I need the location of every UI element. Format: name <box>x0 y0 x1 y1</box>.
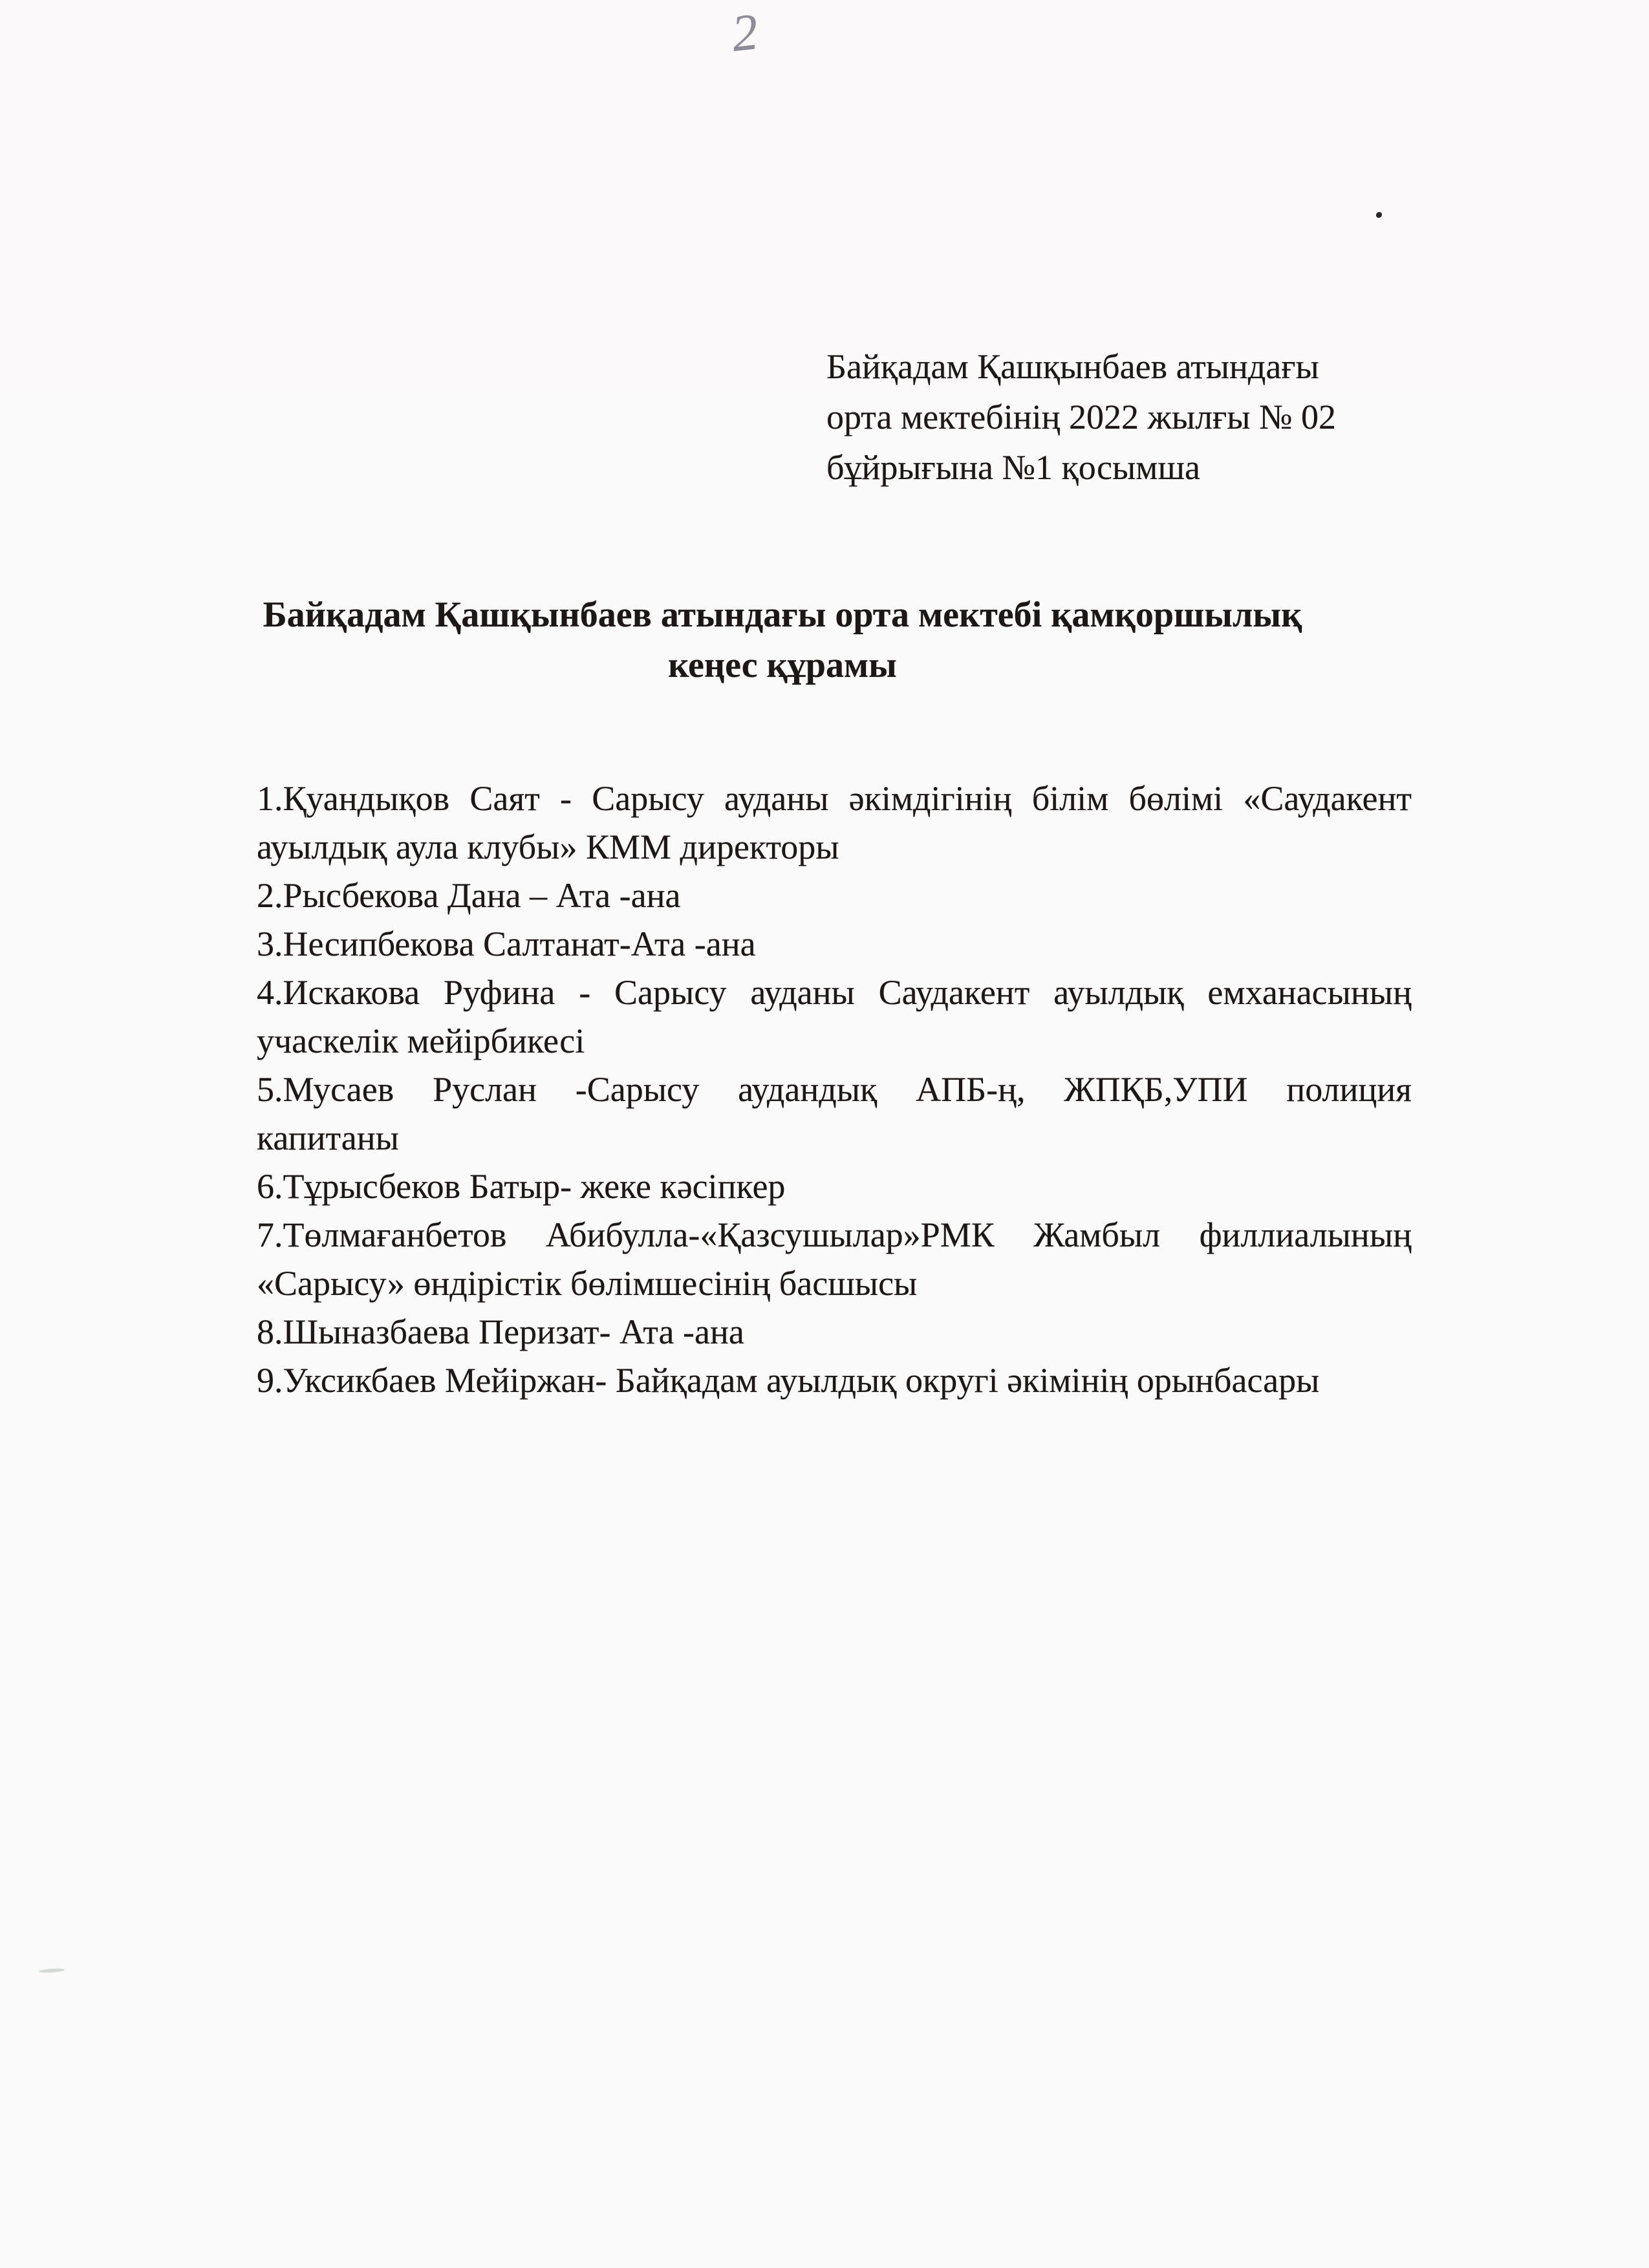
member-item <box>257 1211 1412 1308</box>
ink-speck <box>1376 212 1382 218</box>
member-line: капитаны <box>257 1118 399 1157</box>
member-line: 8.Шыназбаева Перизат- Ата -ана <box>257 1312 744 1351</box>
member-item <box>257 1356 1412 1405</box>
handwritten-page-number: 2 <box>729 3 761 63</box>
title-line: кеңес құрамы <box>668 645 897 685</box>
order-reference-header <box>826 341 1505 493</box>
header-line: орта мектебінің 2022 жылғы № 02 <box>826 398 1337 436</box>
member-item <box>257 920 1412 968</box>
member-line: «Сарысу» өндірістік бөлімшесінің басшысы <box>257 1264 918 1303</box>
member-line: учаскелік мейірбикесі <box>257 1022 585 1060</box>
member-item <box>257 1308 1412 1356</box>
member-item <box>257 1065 1412 1162</box>
member-line: 5.Мусаев Руслан -Сарысу аудандық АПБ-ң, ЖПҚБ,УПИ полиция <box>257 1070 1412 1109</box>
member-line: 9.Уксикбаев Мейіржан- Байқадам ауылдық округі әкімінің орынбасары <box>257 1361 1320 1400</box>
header-line: Байқадам Қашқынбаев атындағы <box>826 347 1319 386</box>
scan-smudge <box>39 1968 65 1974</box>
member-item <box>257 872 1412 920</box>
document-title <box>213 590 1352 690</box>
member-line: 2.Рысбекова Дана – Ата -ана <box>257 876 681 915</box>
member-line: 1.Қуандықов Саят - Сарысу ауданы әкімдігінің білім бөлімі «Саудакент <box>257 779 1412 818</box>
trustee-members-list <box>257 775 1412 1405</box>
member-item <box>257 775 1412 872</box>
member-line: ауылдық аула клубы» КММ директоры <box>257 828 839 866</box>
header-line: бұйрығына №1 қосымша <box>826 448 1201 487</box>
member-line: 6.Тұрысбеков Батыр- жеке кәсіпкер <box>257 1167 786 1206</box>
member-line: 4.Искакова Руфина - Сарысу ауданы Саудакент ауылдық емханасының <box>257 973 1412 1012</box>
title-line: Байқадам Қашқынбаев атындағы орта мектебі қамқоршылық <box>263 595 1302 635</box>
member-item <box>257 1162 1412 1211</box>
member-line: 7.Төлмағанбетов Абибулла-«Қазсушылар»РМК Жамбыл филлиалының <box>257 1215 1412 1254</box>
member-line: 3.Несипбекова Салтанат-Ата -ана <box>257 925 756 963</box>
member-item <box>257 968 1412 1065</box>
